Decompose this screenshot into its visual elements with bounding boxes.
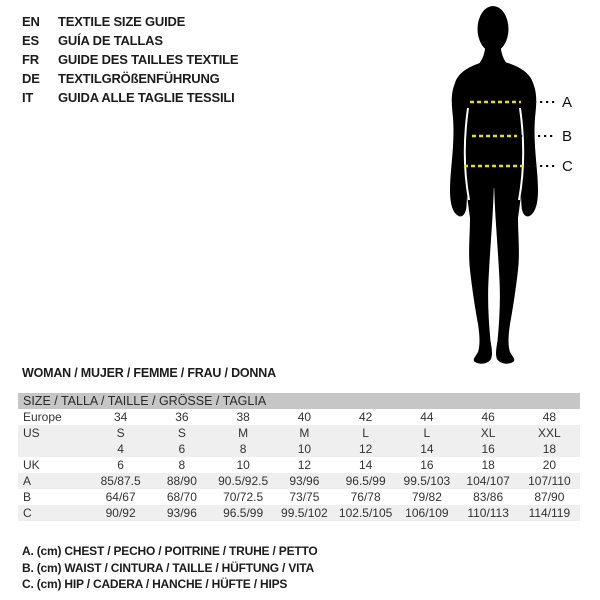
size-cell: 18: [542, 442, 557, 456]
size-cell: S: [116, 426, 125, 440]
woman-silhouette-figure: [430, 0, 600, 375]
size-cell: 16: [420, 458, 434, 472]
size-cell: 4: [117, 442, 124, 456]
size-cell: 90/92: [105, 506, 136, 520]
size-cell: 90.5/92.5: [218, 474, 269, 488]
size-cell: L: [362, 426, 369, 440]
size-cell: 79/82: [411, 490, 442, 504]
size-table-header: SIZE / TALLA / TAILLE / GRÖSSE / TAGLIA: [18, 393, 580, 409]
size-cell: 87/90: [534, 490, 565, 504]
language-code: FR: [22, 52, 39, 67]
size-cell: M: [238, 426, 249, 440]
size-cell: 18: [481, 458, 495, 472]
size-table-row: [18, 473, 580, 489]
legend-line: B. (cm) WAIST / CINTURA / TAILLE / HÜFTUNG / VITA: [22, 560, 314, 575]
size-cell: 93/96: [289, 474, 320, 488]
marker-label-c: C: [562, 158, 573, 175]
size-cell: 36: [175, 410, 189, 424]
row-label: C: [23, 506, 32, 520]
size-cell: 46: [481, 410, 495, 424]
marker-label-a: A: [562, 94, 573, 111]
language-title: GUIDE DES TAILLES TEXTILE: [58, 52, 239, 67]
size-cell: 104/107: [466, 474, 510, 488]
language-title: GUIDA ALLE TAGLIE TESSILI: [58, 90, 235, 105]
language-title: TEXTILGRÖßENFÜHRUNG: [58, 71, 220, 86]
size-cell: 102.5/105: [338, 506, 393, 520]
size-cell: 85/87.5: [100, 474, 141, 488]
size-cell: 38: [236, 410, 250, 424]
size-table-row: [18, 425, 580, 441]
language-row: [22, 31, 238, 50]
size-cell: 68/70: [166, 490, 197, 504]
size-cell: L: [423, 426, 431, 440]
row-label: [18, 441, 90, 457]
size-cell: 107/110: [528, 474, 571, 488]
size-table-row: [18, 457, 580, 473]
row-label: A: [23, 474, 32, 488]
silhouette-body: [450, 61, 538, 364]
size-cell: 99.5/102: [281, 506, 328, 520]
size-cell: 34: [113, 410, 128, 424]
size-cell: 114/119: [528, 506, 571, 520]
size-cell: 20: [542, 458, 557, 472]
language-code: ES: [22, 33, 39, 48]
size-cell: 93/96: [166, 506, 197, 520]
size-table: [18, 393, 580, 521]
language-title-list: [22, 12, 238, 107]
size-cell: XL: [480, 426, 496, 440]
size-cell: XXL: [538, 426, 561, 440]
size-cell: 10: [297, 442, 312, 456]
size-cell: 96.5/99: [345, 474, 386, 488]
measurement-legend: [22, 543, 318, 593]
size-cell: 8: [178, 458, 186, 472]
language-code: DE: [22, 71, 40, 86]
size-table-row: [18, 505, 580, 521]
size-cell: 12: [297, 458, 312, 472]
size-cell: 48: [542, 410, 557, 424]
size-table-row: [18, 441, 580, 457]
size-cell: 10: [236, 458, 250, 472]
language-row: [22, 50, 238, 69]
size-cell: 14: [420, 442, 434, 456]
size-cell: 8: [239, 442, 247, 456]
size-cell: 99.5/103: [403, 474, 451, 488]
size-cell: 88/90: [166, 474, 197, 488]
size-cell: 106/109: [405, 506, 449, 520]
marker-label-b: B: [562, 128, 573, 145]
size-cell: 70/72.5: [223, 490, 264, 504]
row-label: US: [23, 426, 40, 440]
size-table-row: [18, 489, 580, 505]
size-cell: 12: [358, 442, 373, 456]
size-cell: 64/67: [105, 490, 136, 504]
language-code: EN: [22, 14, 40, 29]
row-label: UK: [23, 458, 40, 472]
size-cell: 83/86: [473, 490, 504, 504]
body-measurement-figure: [430, 0, 600, 375]
language-title: GUÍA DE TALLAS: [58, 33, 163, 48]
language-row: [22, 88, 238, 107]
size-cell: 6: [178, 442, 186, 456]
section-title: WOMAN / MUJER / FEMME / FRAU / DONNA: [22, 366, 276, 380]
size-cell: 40: [297, 410, 312, 424]
size-cell: 16: [481, 442, 495, 456]
size-cell: S: [177, 426, 186, 440]
size-cell: 76/78: [350, 490, 381, 504]
language-title: TEXTILE SIZE GUIDE: [58, 14, 186, 29]
size-table-row: [18, 409, 580, 425]
size-cell: 73/75: [289, 490, 320, 504]
language-row: [22, 69, 238, 88]
size-cell: M: [299, 426, 310, 440]
size-cell: 42: [358, 410, 373, 424]
size-cell: 110/113: [467, 506, 509, 520]
row-label: Europe: [23, 410, 62, 424]
legend-line: A. (cm) CHEST / PECHO / POITRINE / TRUHE / PETTO: [22, 544, 318, 558]
size-cell: 44: [420, 410, 434, 424]
row-label: B: [23, 490, 32, 504]
language-code: IT: [22, 90, 34, 105]
size-cell: 6: [117, 458, 124, 472]
size-cell: 96.5/99: [223, 506, 264, 520]
legend-line: C. (cm) HIP / CADERA / HANCHE / HÜFTE / HIPS: [22, 577, 288, 591]
size-cell: 14: [358, 458, 373, 472]
size-table-header-row: [18, 393, 580, 409]
language-row: [22, 12, 238, 31]
size-table-body: [18, 409, 580, 521]
